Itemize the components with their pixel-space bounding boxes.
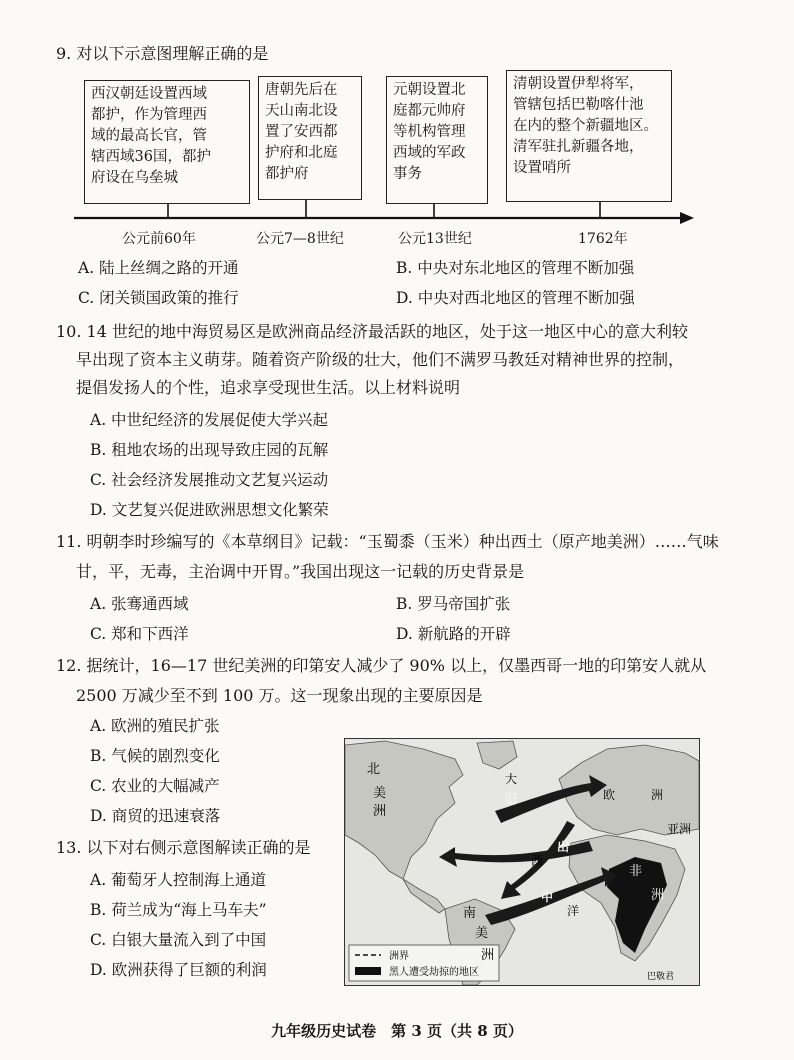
q11-stem-line2: 甘，平，无毒，主治调中开胃。”我国出现这一记载的历史背景是 (76, 562, 525, 581)
q10-option-a[interactable]: A. 中世纪经济的发展促使大学兴起 (90, 411, 329, 429)
q11-option-a[interactable]: A. 张骞通西域 (90, 595, 189, 613)
q10-option-b[interactable]: B. 租地农场的出现导致庄园的瓦解 (90, 441, 329, 459)
map-label-chu: 出 (557, 840, 570, 854)
q12-option-b[interactable]: B. 气候的剧烈变化 (90, 747, 220, 765)
q9-option-a[interactable]: A. 陆上丝绸之路的开通 (78, 259, 239, 277)
legend-area-label: 黑人遭受劫掠的地区 (389, 967, 479, 978)
map-label-america2: 洲 (373, 804, 387, 819)
q12-stem-line1: 12. 据统计，16—17 世纪美洲的印第安人减少了 90% 以上，仅墨西哥一地的印第安人就从 (56, 656, 707, 675)
timeline-label-1762: 1762年 (578, 231, 628, 247)
map-label-sa2: 洲 (481, 948, 495, 963)
map-label-asia: 亚洲 (667, 822, 692, 836)
legend-border-label: 洲界 (389, 951, 409, 962)
timeline-label-7-8c: 公元7—8世纪 (256, 231, 344, 247)
map-label-da: 大 (505, 772, 518, 786)
q12-option-d[interactable]: D. 商贸的迅速衰落 (90, 807, 221, 825)
q11-option-b[interactable]: B. 罗马帝国扩张 (396, 595, 511, 613)
timeline-label-13c: 公元13世纪 (398, 231, 472, 247)
map-label-zhong: 中 (541, 890, 554, 904)
map-label-europe2: 洲 (651, 788, 664, 802)
map-label-north: 北 (367, 762, 381, 777)
map-label-south: 南 (463, 906, 477, 921)
map-label-africa1: 非 (629, 864, 643, 879)
q9-box-tang: 唐朝先后在 天山南北设 置了安西都 护府和北庭 都护府 (258, 76, 362, 200)
q13-option-d[interactable]: D. 欧洲获得了巨额的利润 (90, 961, 267, 979)
q12-stem-line2: 2500 万减少至不到 100 万。这一现象出现的主要原因是 (76, 686, 483, 705)
map-label-west: 西 (531, 854, 544, 868)
triangular-trade-map (344, 738, 700, 986)
q10-option-c[interactable]: C. 社会经济发展推动文艺复兴运动 (90, 471, 329, 489)
map-stamp: 巴敬君 (647, 972, 675, 982)
q12-option-c[interactable]: C. 农业的大幅减产 (90, 777, 220, 795)
q9-option-c[interactable]: C. 闭关锁国政策的推行 (78, 289, 239, 307)
q9-timeline (0, 0, 794, 260)
map-label-america1: 美 (373, 786, 387, 801)
q10-stem-line2: 早出现了资本主义萌芽。随着资产阶级的壮大，他们不满罗马教廷对精神世界的控制， (76, 350, 685, 369)
q13-stem: 13. 以下对右侧示意图解读正确的是 (56, 838, 311, 857)
q13-option-c[interactable]: C. 白银大量流入到了中国 (90, 931, 267, 949)
q9-box-qing: 清朝设置伊犁将军， 管辖包括巴勒喀什池 在内的整个新疆地区。 清军驻扎新疆各地， 设置哨所 (506, 70, 672, 202)
q11-option-d[interactable]: D. 新航路的开辟 (396, 625, 511, 643)
q13-option-b[interactable]: B. 荷兰成为“海上马车夫” (90, 901, 267, 919)
q13-option-a[interactable]: A. 葡萄牙人控制海上通道 (90, 871, 267, 889)
q10-stem-line1: 10. 14 世纪的地中海贸易区是欧洲商品经济最活跃的地区，处于这一地区中心的意大利较 (56, 322, 688, 341)
map-label-ocean: 洋 (567, 904, 580, 918)
page-footer: 九年级历史试卷 第 3 页（共 8 页） (271, 1022, 523, 1040)
q11-option-c[interactable]: C. 郑和下西洋 (90, 625, 189, 643)
q9-stem: 9. 对以下示意图理解正确的是 (56, 44, 269, 63)
map-label-sa1: 美 (475, 926, 489, 941)
q9-box-western-han: 西汉朝廷设置西域 都护，作为管理西 域的最高长官，管 辖西域36国，都护 府设在乌垒城 (84, 80, 250, 204)
map-label-jiu: 旧 (505, 792, 518, 806)
q9-option-b[interactable]: B. 中央对东北地区的管理不断加强 (396, 259, 635, 277)
map-label-europe1: 欧 (603, 788, 616, 802)
q11-stem-line1: 11. 明朝李时珍编写的《本草纲目》记载：“玉蜀黍（玉米）种出西土（原产地美洲）……气味 (56, 532, 719, 551)
q9-box-yuan: 元朝设置北 庭都元帅府 等机构管理 西域的军政 事务 (386, 76, 488, 204)
timeline-label-60bc: 公元前60年 (122, 231, 196, 247)
q10-stem-line3: 提倡发扬人的个性，追求享受现世生活。以上材料说明 (76, 378, 461, 397)
q9-option-d[interactable]: D. 中央对西北地区的管理不断加强 (396, 289, 635, 307)
q10-option-d[interactable]: D. 文艺复兴促进欧洲思想文化繁荣 (90, 501, 329, 519)
q12-option-a[interactable]: A. 欧洲的殖民扩张 (90, 717, 220, 735)
map-label-africa2: 洲 (651, 888, 665, 903)
